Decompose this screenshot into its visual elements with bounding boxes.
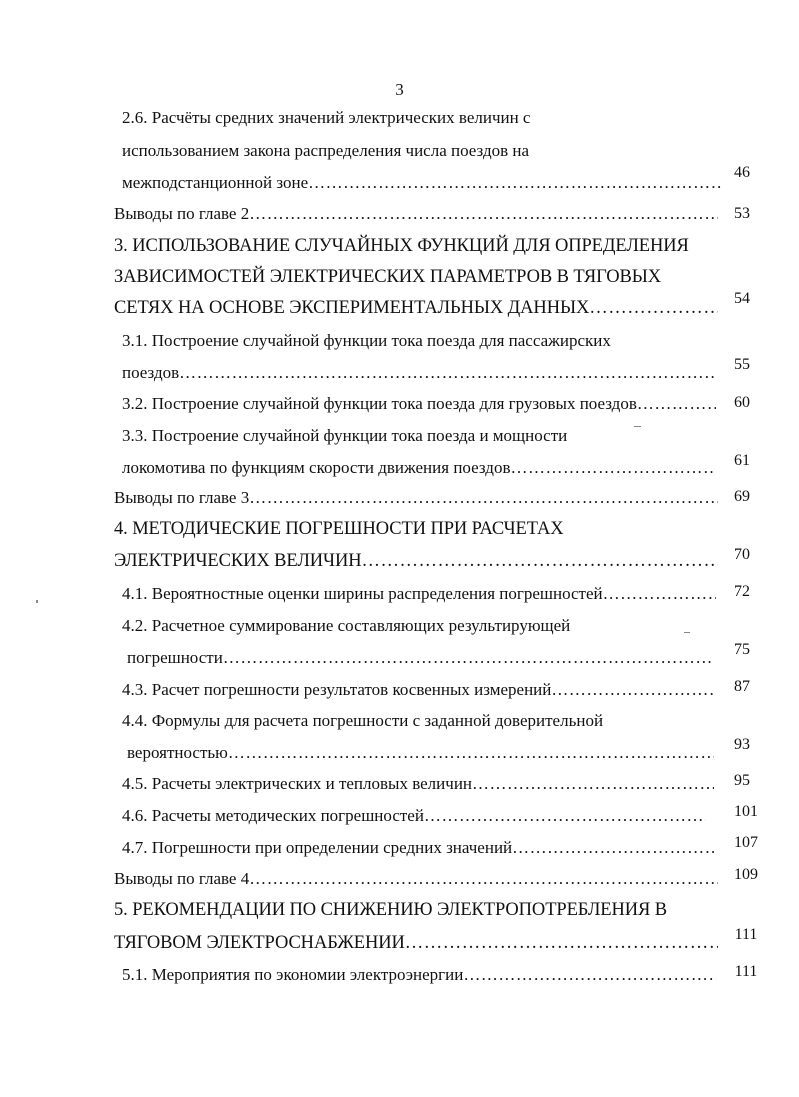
toc-line: использованием закона распределения числа поездов на — [122, 141, 530, 160]
dot-leader — [589, 297, 718, 319]
toc-page-number: 61 — [734, 452, 750, 469]
toc-entry-4-1 — [122, 583, 716, 605]
toc-page-number: 75 — [734, 641, 750, 658]
toc-page-number: 93 — [734, 736, 750, 753]
toc-chapter-heading: 4. МЕТОДИЧЕСКИЕ ПОГРЕШНОСТИ ПРИ РАСЧЕТАХ — [114, 519, 564, 539]
toc-line: 4.3. Расчет погрешности результатов косвенных измерений — [122, 680, 552, 699]
toc-entry-ch4 — [114, 550, 718, 572]
toc-entry-3-1 — [122, 362, 714, 384]
dot-leader — [510, 457, 714, 479]
toc-chapter-heading: 3. ИСПОЛЬЗОВАНИЕ СЛУЧАЙНЫХ ФУНКЦИЙ ДЛЯ ОПРЕДЕЛЕНИЯ — [114, 236, 689, 256]
toc-page-number: 87 — [734, 678, 750, 695]
toc-line: 5.1. Мероприятия по экономии электроэнергии — [122, 965, 464, 984]
toc-entry-4-7 — [122, 837, 714, 859]
dot-leader — [603, 583, 716, 605]
toc-page-number: 54 — [734, 290, 750, 307]
toc-page-number: 46 — [734, 164, 750, 181]
page-number: 3 — [395, 80, 404, 99]
toc-page-number: 72 — [734, 583, 750, 600]
toc-line: 4.4. Формулы для расчета погрешности с заданной доверительной — [122, 711, 604, 730]
toc-line: вероятностью — [127, 743, 228, 762]
toc-line: 3.3. Построение случайной функции тока поезда и мощности — [122, 426, 568, 445]
toc-page-number: 101 — [734, 803, 758, 820]
dot-leader — [179, 362, 714, 384]
dot-leader — [463, 964, 716, 986]
toc-entry-3-3 — [122, 457, 714, 479]
toc-entry-3-2 — [122, 393, 716, 415]
toc-line: поездов — [122, 363, 180, 382]
dot-leader — [637, 393, 716, 415]
toc-line: 3.2. Построение случайной функции тока поезда для грузовых поездов — [122, 394, 637, 413]
dot-leader — [308, 172, 722, 194]
toc-entry-4-3 — [122, 679, 714, 701]
scan-speck — [634, 426, 641, 427]
toc-line: Выводы по главе 2 — [114, 204, 250, 223]
toc-line: ЭЛЕКТРИЧЕСКИХ ВЕЛИЧИН — [114, 551, 362, 571]
toc-line: локомотива по функциям скорости движения поездов — [122, 458, 511, 477]
toc-page-number: 107 — [734, 834, 758, 851]
toc-entry-4-5 — [122, 773, 714, 795]
toc-line: 3.1. Построение случайной функции тока поезда для пассажирских — [122, 331, 611, 350]
toc-page-number: 53 — [734, 205, 750, 222]
toc-line: 4.1. Вероятностные оценки ширины распределения погрешностей — [122, 584, 603, 603]
toc-page-number: 111 — [734, 926, 758, 943]
toc-line: СЕТЯХ НА ОСНОВЕ ЭКСПЕРИМЕНТАЛЬНЫХ ДАННЫХ — [114, 298, 590, 318]
toc-page-number: 60 — [734, 394, 750, 411]
toc-page-number: 70 — [734, 546, 750, 563]
toc-line: ТЯГОВОМ ЭЛЕКТРОСНАБЖЕНИИ — [114, 933, 405, 953]
toc-line: 4.6. Расчеты методических погрешностей — [122, 806, 424, 825]
dot-leader — [405, 932, 718, 954]
toc-line: 4.5. Расчеты электрических и тепловых величин — [122, 774, 473, 793]
dot-leader — [249, 203, 718, 225]
toc-entry-ch5 — [114, 932, 718, 954]
toc-entry-4-4 — [127, 742, 714, 764]
dot-leader — [249, 868, 718, 890]
toc-entry-ch3 — [114, 297, 718, 319]
dot-leader — [361, 550, 718, 572]
toc-entry-2-6 — [122, 172, 722, 194]
toc-entry-ch2-conclusions — [114, 203, 718, 225]
dot-leader — [223, 647, 714, 669]
scan-speck — [684, 632, 690, 633]
toc-page-number: 55 — [734, 356, 750, 373]
toc-line: Выводы по главе 3 — [114, 488, 250, 507]
toc-line: 4.7. Погрешности при определении средних значений — [122, 838, 513, 857]
dot-leader — [472, 773, 714, 795]
toc-entry-4-2 — [127, 647, 714, 669]
dot-leader — [551, 679, 714, 701]
dot-leader — [249, 487, 718, 509]
toc-line: Выводы по главе 4 — [114, 869, 250, 888]
toc-entry-4-6 — [122, 805, 706, 827]
dot-leader — [424, 805, 706, 827]
toc-chapter-heading: ЗАВИСИМОСТЕЙ ЭЛЕКТРИЧЕСКИХ ПАРАМЕТРОВ В ТЯГОВЫХ — [114, 267, 662, 287]
dot-leader — [512, 837, 714, 859]
toc-line: межподстанционной зоне — [122, 173, 309, 192]
toc-line: 4.2. Расчетное суммирование составляющих результирующей — [122, 616, 571, 635]
toc-page-number: 95 — [734, 772, 750, 789]
toc-line: погрешности — [127, 648, 223, 667]
scan-speck — [36, 600, 38, 603]
toc-line: 2.6. Расчёты средних значений электрических величин с — [122, 108, 531, 127]
toc-page-number: 69 — [734, 488, 750, 505]
toc-page-number: 111 — [734, 963, 758, 980]
toc-chapter-heading: 5. РЕКОМЕНДАЦИИ ПО СНИЖЕНИЮ ЭЛЕКТРОПОТРЕБЛЕНИЯ В — [114, 900, 668, 920]
toc-entry-ch3-conclusions — [114, 487, 718, 509]
dot-leader — [228, 742, 714, 764]
toc-page-number: 109 — [734, 866, 758, 883]
toc-entry-5-1 — [122, 964, 716, 986]
toc-entry-ch4-conclusions — [114, 868, 718, 890]
